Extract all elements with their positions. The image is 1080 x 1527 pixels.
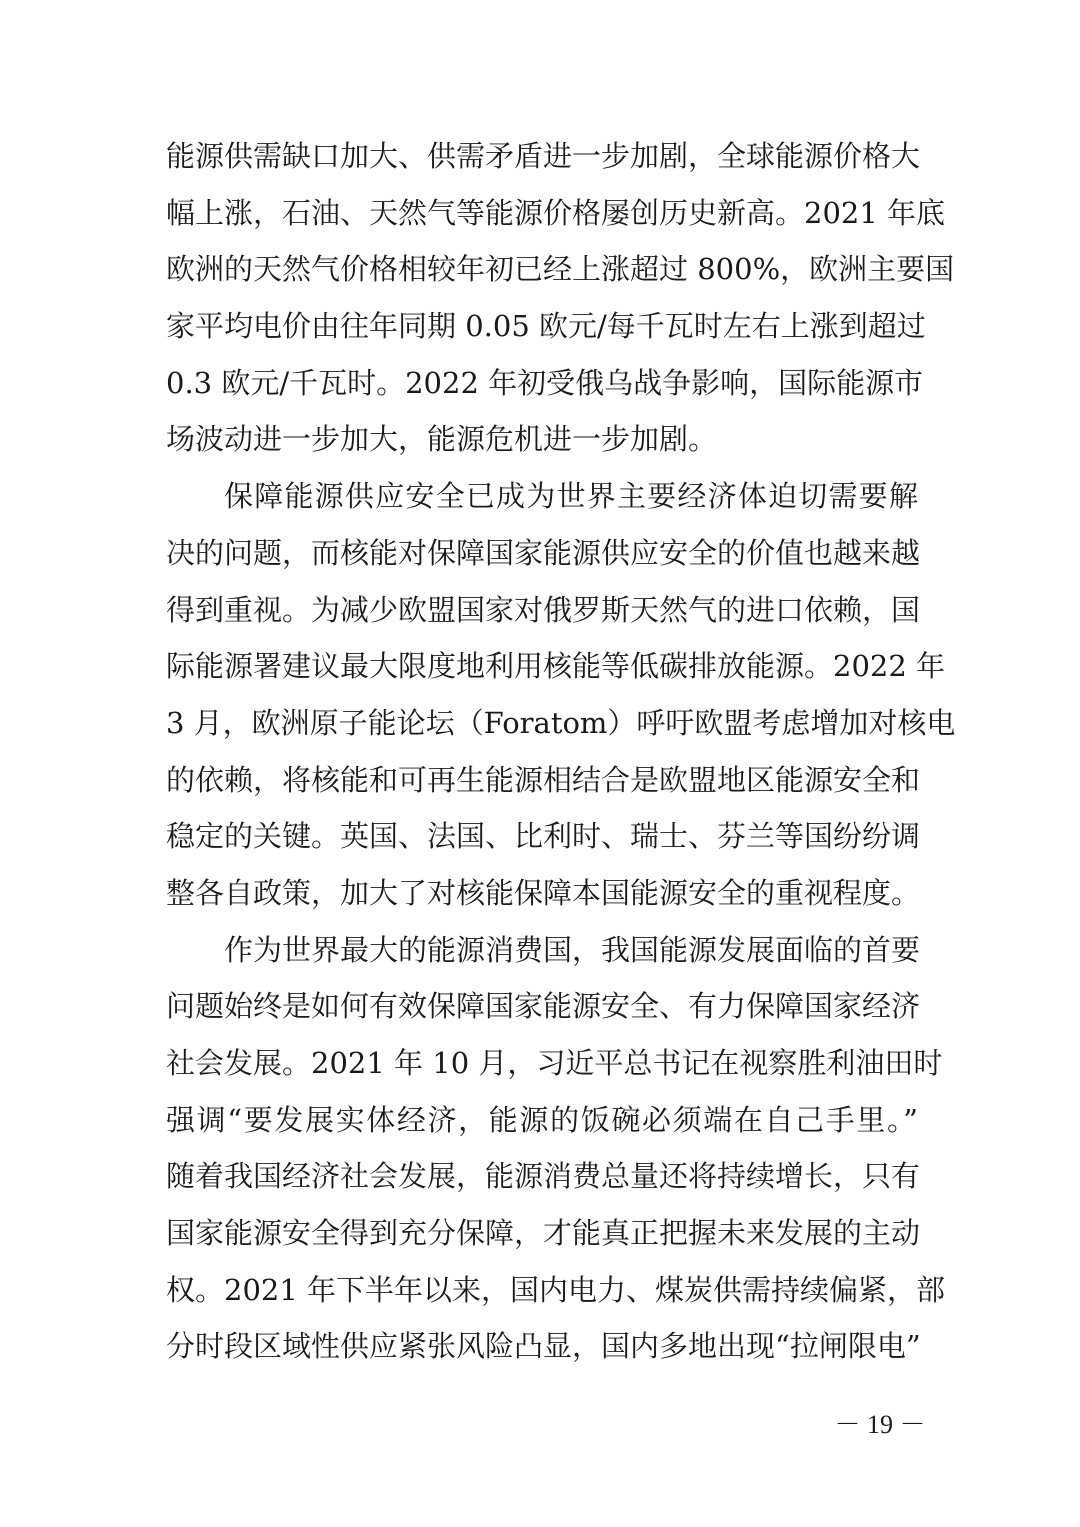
text-line: 分时段区域性供应紧张风险凸显，国内多地出现“拉闸限电”: [166, 1329, 921, 1364]
paragraph: [166, 128, 955, 468]
text-line: 幅上涨，石油、天然气等能源价格屡创历史新高。2021 年底: [166, 195, 946, 230]
page-number: － 19 －: [834, 1410, 926, 1439]
text-line: 场波动进一步加大，能源危机进一步加剧。: [166, 422, 718, 457]
text-line: 得到重视。为减少欧盟国家对俄罗斯天然气的进口依赖，国: [166, 592, 921, 627]
text-line: 际能源署建议最大限度地利用核能等低碳排放能源。2022 年: [166, 649, 946, 684]
text-line: 能源供需缺口加大、供需矛盾进一步加剧，全球能源价格大: [166, 139, 921, 173]
text-line: 稳定的关键。英国、法国、比利时、瑞士、芬兰等国纷纷调: [166, 819, 921, 854]
text-line: 0.3 欧元/千瓦时。2022 年初受俄乌战争影响，国际能源市: [166, 365, 924, 400]
text-line: 权。2021 年下半年以来，国内电力、煤炭供需持续偏紧，部: [166, 1272, 946, 1307]
text-line: 的依赖，将核能和可再生能源相结合是欧盟地区能源安全和: [166, 762, 921, 797]
text-line: 欧洲的天然气价格相较年初已经上涨超过 800%，欧洲主要国: [166, 252, 955, 287]
text-line: 整各自政策，加大了对核能保障本国能源安全的重视程度。: [166, 875, 921, 910]
text-line: 家平均电价由往年同期 0.05 欧元/每千瓦时左右上涨到超过: [166, 309, 926, 344]
body-text: [166, 128, 956, 1375]
text-line: 作为世界最大的能源消费国，我国能源发展面临的首要: [224, 932, 921, 967]
text-line: 强调“要发展实体经济，能源的饭碗必须端在自己手里。”: [166, 1102, 918, 1137]
text-line: 问题始终是如何有效保障国家能源安全、有力保障国家经济: [166, 989, 921, 1024]
paragraph: [166, 468, 956, 922]
text-line: 国家能源安全得到充分保障，才能真正把握未来发展的主动: [166, 1216, 921, 1251]
text-line: 决的问题，而核能对保障国家能源供应安全的价值也越来越: [166, 535, 921, 570]
paragraph: [166, 922, 946, 1376]
text-line: 社会发展。2021 年 10 月，习近平总书记在视察胜利油田时: [166, 1046, 943, 1080]
text-line: 随着我国经济社会发展，能源消费总量还将持续增长，只有: [166, 1159, 921, 1194]
text-line: 3 月，欧洲原子能论坛（Foratom）呼吁欧盟考虑增加对核电: [166, 705, 956, 740]
text-line: 保障能源供应安全已成为世界主要经济体迫切需要解: [224, 479, 918, 514]
